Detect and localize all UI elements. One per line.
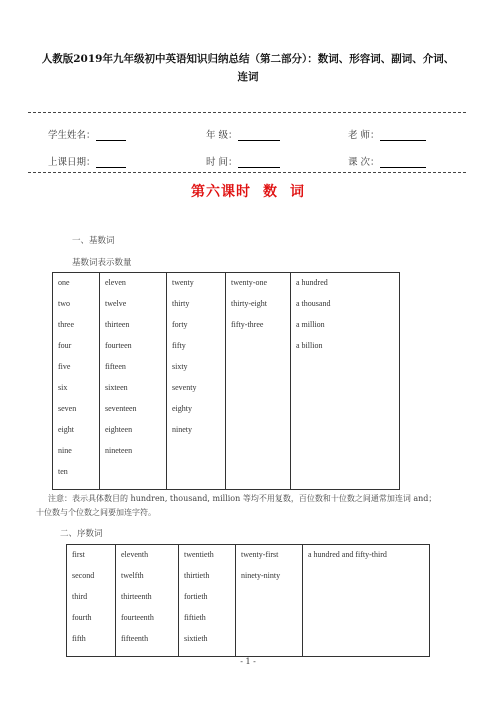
list-item: a billion — [296, 341, 323, 350]
list-item: fourteen — [105, 341, 132, 350]
list-item: fifty-three — [231, 320, 264, 329]
student-name-row — [48, 127, 126, 141]
list-item: fourteenth — [121, 613, 154, 622]
student-name-label: 学生姓名： — [48, 130, 96, 141]
student-name-blank[interactable] — [96, 130, 126, 141]
list-item: fifteenth — [121, 634, 149, 643]
table-row — [53, 273, 400, 490]
top-divider — [28, 112, 466, 113]
time-row — [206, 154, 280, 168]
list-item: third — [72, 592, 88, 601]
list-item: one — [58, 278, 70, 287]
table-row — [67, 545, 430, 657]
list-item: thirty-eight — [231, 299, 267, 308]
list-item: fifteen — [105, 362, 126, 371]
page-number: - 1 - — [240, 657, 256, 666]
list-item: a hundred and fifty-third — [308, 550, 387, 559]
ordinal-col-3 — [179, 545, 236, 657]
session-label: 课 次： — [348, 157, 380, 168]
ordinal-table — [66, 544, 430, 657]
list-item: sixty — [172, 362, 188, 371]
list-item: seventy — [172, 383, 197, 392]
class-date-row — [48, 154, 126, 168]
time-label: 时 间： — [206, 157, 238, 168]
list-item: eighteen — [105, 425, 133, 434]
session-blank[interactable] — [380, 157, 426, 168]
list-item: sixteen — [105, 383, 128, 392]
teacher-blank[interactable] — [380, 130, 426, 141]
ordinal-col-5 — [303, 545, 430, 657]
cardinal-col-5 — [291, 273, 400, 490]
ordinal-col-1 — [67, 545, 116, 657]
ordinal-col-2 — [116, 545, 179, 657]
teacher-row — [348, 127, 426, 141]
cardinal-subheading: 基数词表示数量 — [72, 258, 132, 268]
list-item: fortieth — [184, 592, 208, 601]
document-title — [30, 50, 466, 86]
teacher-label: 老 师： — [348, 130, 380, 141]
list-item: eighty — [172, 404, 192, 413]
grade-blank[interactable] — [238, 130, 280, 141]
cardinal-col-3 — [167, 273, 226, 490]
note-line-2: 十位数与个位数之间要加连字符。 — [36, 508, 156, 517]
list-item: a hundred — [296, 278, 328, 287]
list-item: ten — [58, 467, 68, 476]
list-item: thirtieth — [184, 571, 210, 580]
session-row — [348, 154, 426, 168]
list-item: three — [58, 320, 74, 329]
list-item: four — [58, 341, 72, 350]
list-item: ninety — [172, 425, 192, 434]
list-item: fifth — [72, 634, 86, 643]
time-blank[interactable] — [238, 157, 280, 168]
list-item: a thousand — [296, 299, 331, 308]
list-item: thirty — [172, 299, 190, 308]
list-item: eleventh — [121, 550, 149, 559]
class-date-blank[interactable] — [96, 157, 126, 168]
list-item: twenty-first — [241, 550, 279, 559]
list-item: a million — [296, 320, 325, 329]
list-item: first — [72, 550, 85, 559]
cardinal-col-2 — [100, 273, 167, 490]
list-item: fourth — [72, 613, 92, 622]
title-line-1: 人教版2019年九年级初中英语知识归纳总结（第二部分）：数词、形容词、副词、介词、 — [41, 53, 455, 65]
ordinal-heading: 二、序数词 — [60, 529, 103, 539]
list-item: five — [58, 362, 71, 371]
ordinal-col-4 — [236, 545, 303, 657]
list-item: thirteen — [105, 320, 130, 329]
grade-row — [206, 127, 280, 141]
list-item: twenty — [172, 278, 194, 287]
list-item: twelfth — [121, 571, 144, 580]
grade-label: 年 级： — [206, 130, 238, 141]
lesson-topic-char-2: 词 — [290, 184, 305, 200]
cardinal-heading: 一、基数词 — [72, 236, 115, 246]
list-item: eleven — [105, 278, 126, 287]
lesson-topic-char-1: 数 — [263, 184, 278, 200]
list-item: sixtieth — [184, 634, 208, 643]
list-item: nine — [58, 446, 72, 455]
list-item: twelve — [105, 299, 127, 308]
note-line-1: 注意：表示具体数目的 hundren, thousand, million 等均不用复数，百位数和十位数之间通常加连词 and； — [48, 494, 437, 503]
list-item: seven — [58, 404, 77, 413]
list-item: nineteen — [105, 446, 133, 455]
list-item: six — [58, 383, 68, 392]
title-line-2: 连词 — [237, 71, 259, 83]
info-divider — [28, 172, 466, 173]
list-item: fifty — [172, 341, 186, 350]
cardinal-note — [36, 492, 468, 520]
list-item: twentieth — [184, 550, 214, 559]
list-item: seventeen — [105, 404, 137, 413]
list-item: fiftieth — [184, 613, 206, 622]
list-item: two — [58, 299, 70, 308]
cardinal-col-1 — [53, 273, 100, 490]
class-date-label: 上课日期： — [48, 157, 96, 168]
lesson-number: 第六课时 — [191, 184, 251, 200]
list-item: thirteenth — [121, 592, 152, 601]
list-item: second — [72, 571, 95, 580]
list-item: forty — [172, 320, 188, 329]
lesson-heading — [0, 181, 496, 201]
cardinal-table — [52, 272, 400, 490]
list-item: ninety-ninty — [241, 571, 281, 580]
cardinal-col-4 — [226, 273, 291, 490]
list-item: eight — [58, 425, 74, 434]
list-item: twenty-one — [231, 278, 267, 287]
